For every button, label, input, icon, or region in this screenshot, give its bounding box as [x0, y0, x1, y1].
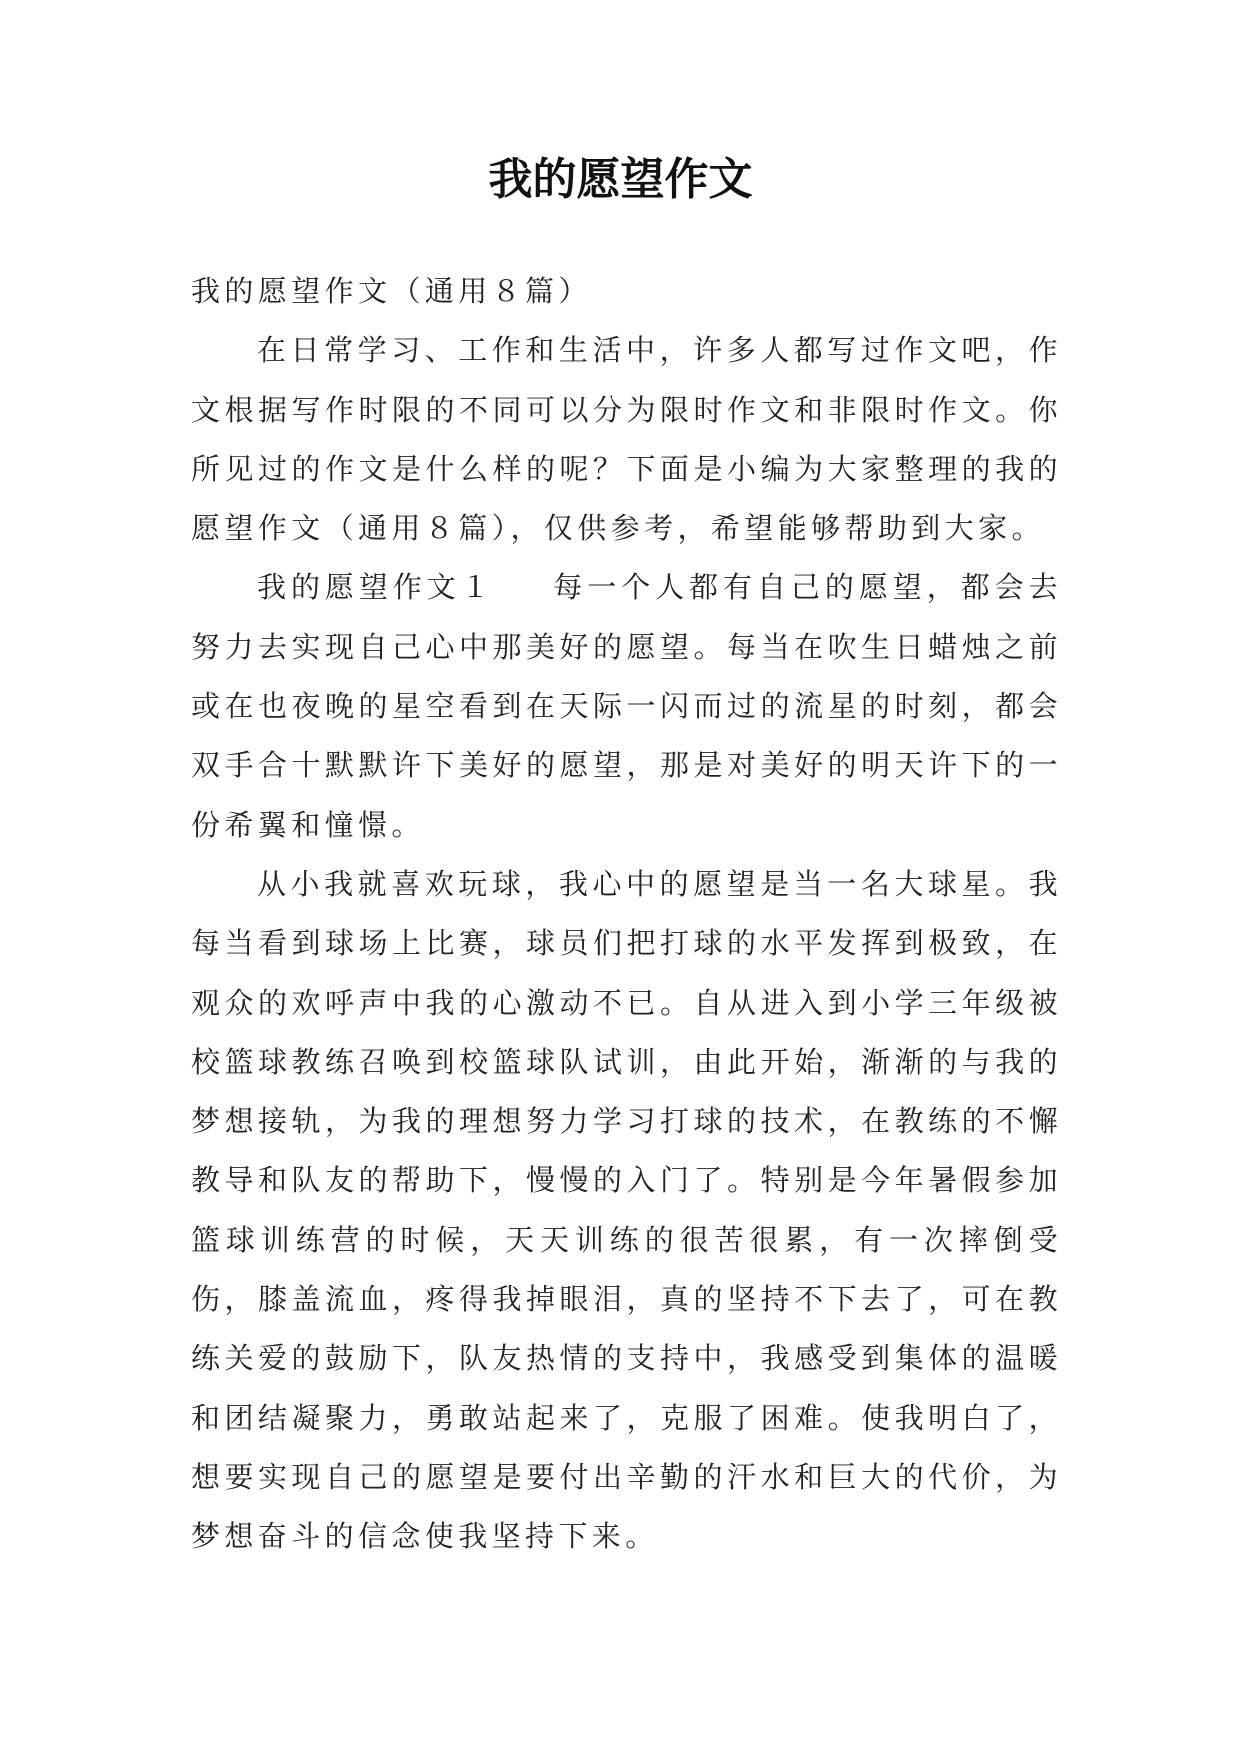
intro-paragraph: 在日常学习、工作和生活中，许多人都写过作文吧，作文根据写作时限的不同可以分为限时作文和非限时作文。你所见过的作文是什么样的呢？下面是小编为大家整理的我的愿望作文（通用８篇），仅供参考，希望能够帮助到大家。 — [191, 333, 1062, 546]
document-body — [191, 262, 1062, 1567]
section1-first-paragraph — [191, 558, 1062, 854]
section1-paragraph1: 每一个人都有自己的愿望，都会去努力去实现自己心中那美好的愿望。每当在吹生日蜡烛之前或在也夜晚的星空看到在天际一闪而过的流星的时刻，都会双手合十默默许下美好的愿望，那是对美好的明天许下的一份希翼和憧憬。 — [191, 570, 1062, 842]
document-title: 我的愿望作文 — [488, 154, 753, 205]
section1-heading: 我的愿望作文１ — [257, 570, 495, 605]
section1-paragraph2: 从小我就喜欢玩球，我心中的愿望是当一名大球星。我每当看到球场上比赛，球员们把打球的水平发挥到极致，在观众的欢呼声中我的心激动不已。自从进入到小学三年级被校篮球教练召唤到校篮球队试训，由此开始，渐渐的与我的梦想接轨，为我的理想努力学习打球的技术，在教练的不懈教导和队友的帮助下，慢慢的入门了。特别是今年暑假参加篮球训练营的时候，天天训练的很苦很累，有一次摔倒受伤，膝盖流血，疼得我掉眼泪，真的坚持不下去了，可在教练关爱的鼓励下，队友热情的支持中，我感受到集体的温暖和团结凝聚力，勇敢站起来了，克服了困难。使我明白了，想要实现自己的愿望是要付出辛勤的汗水和巨大的代价，为梦想奋斗的信念使我坚持下来。 — [191, 866, 1062, 1554]
document-subtitle: 我的愿望作文（通用８篇） — [191, 274, 592, 308]
